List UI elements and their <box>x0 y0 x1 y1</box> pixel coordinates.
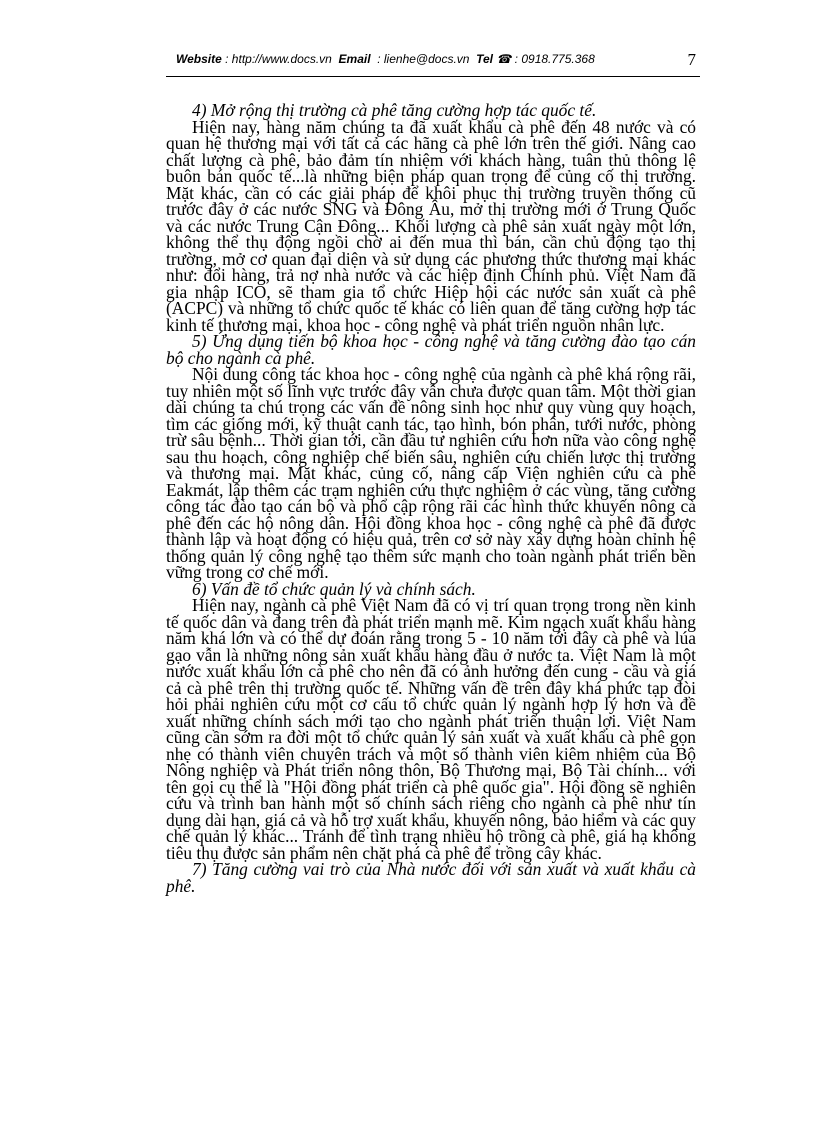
document-body <box>166 102 696 894</box>
page-header <box>166 50 700 77</box>
paragraph-4: Hiện nay, hàng năm chúng ta đã xuất khẩu cà phê đến 48 nước và có quan hệ thương mại với tất cả các hãng cà phê lớn trên thế giới. Nâng cao chất lượng cà phê, bảo đảm tín nhiệm với khách hàng, tuân thủ thông lệ buôn bán quốc tế...là những biện pháp quan trọng để củng cố thị trường. Mặt khác, cần có các giải pháp để khôi phục thị trường truyền thống cũ trước đây ở các nước SNG và Đông Âu, mở thị trường mới ở Trung Quốc và các nước Trung Cận Đông... Khối lượng cà phê sản xuất ngày một lớn, không thể thụ động ngồi chờ ai đến mua thì bán, cần chủ động tạo thị trường, mở cơ quan đại diện và sử dụng các phương thức thương mại khác như: đổi hàng, trả nợ nhà nước và các hiệp định Chính phủ. Việt Nam đã gia nhập ICO, sẽ tham gia tổ chức Hiệp hội các nước sản xuất cà phê (ACPC) và những tổ chức quốc tế khác có liên quan để tăng cường hợp tác kinh tế thương mại, khoa học - công nghệ và phát triển nguồn nhân lực. <box>166 116 696 335</box>
phone-icon: ☎ <box>496 52 512 66</box>
header-contact-line <box>176 52 595 66</box>
email-value[interactable]: : lienhe@docs.vn <box>377 52 470 66</box>
section-heading-6: 6) Vấn đề tổ chức quản lý và chính sách. <box>192 578 476 599</box>
section-heading-5: 5) Ứng dụng tiến bộ khoa học - công nghệ và tăng cường đào tạo cán bộ cho ngành cà phê. <box>166 331 696 368</box>
paragraph-6: Hiện nay, ngành cà phê Việt Nam đã có vị trí quan trọng trong nền kinh tế quốc dân và đang trên đà phát triển mạnh mẽ. Kim ngạch xuất khẩu hàng năm khá lớn và có thể dự đoán rằng trong 5 - 10 năm tới đây cà phê và lúa gạo vẫn là những nông sản xuất khẩu hàng đầu ở nước ta. Việt Nam là một nước xuất khẩu lớn cà phê cho nên đã có ảnh hưởng đến cung - cầu và giá cả cà phê trên thị trường quốc tế. Những vấn đề trên đây khá phức tạp đòi hỏi phải nghiên cứu một cơ cấu tổ chức quản lý ngành hợp lý hơn và đề xuất những chính sách mới tạo cho ngành phát triển thuận lợi. Việt Nam cũng cần sớm ra đời một tổ chức quản lý sản xuất và xuất khẩu cà phê gọn nhẹ có thành viên chuyên trách và một số thành viên kiêm nhiệm của Bộ Nông nghiệp và Phát triển nông thôn, Bộ Thương mại, Bộ Tài chính... với tên gọi cụ thể là "Hội đồng phát triển cà phê quốc gia". Hội đồng sẽ nghiên cứu và trình ban hành một số chính sách riêng cho ngành cà phê như tín dụng dài hạn, giá cả và hỗ trợ xuất khẩu, khuyến nông, bảo hiểm và các quy chế quản lý khác... Tránh để tình trạng nhiều hộ trồng cà phê, giá hạ không tiêu thụ được sản phẩm nên chặt phá cà phê để trồng cây khác. <box>166 595 696 863</box>
section-heading-7: 7) Tăng cường vai trò của Nhà nước đối với sản xuất và xuất khẩu cà phê. <box>166 859 696 896</box>
tel-label: Tel <box>476 52 494 66</box>
tel-value: : 0918.775.368 <box>514 52 595 66</box>
email-label: Email <box>338 52 371 66</box>
website-value[interactable]: : http://www.docs.vn <box>225 52 332 66</box>
paragraph-5: Nội dung công tác khoa học - công nghệ của ngành cà phê khá rộng rãi, tuy nhiên một số lĩnh vực trước đây vẫn chưa được quan tâm. Một thời gian dài chúng ta chú trọng các vấn đề nông sinh học như quy vùng quy hoạch, tìm các giống mới, kỹ thuật canh tác, tạo hình, bón phân, tưới nước, phòng trừ sâu bệnh... Thời gian tới, cần đầu tư nghiên cứu hơn nữa vào công nghệ sau thu hoạch, công nghiệp chế biến sâu, nghiên cứu chiến lược thị trường và thương mại. Mặt khác, củng cố, nâng cấp Viện nghiên cứu cà phê Eakmát, lập thêm các trạm nghiên cứu thực nghiệm ở các vùng, tăng cường công tác đào tạo cán bộ và phổ cập rộng rãi các hình thức khuyến nông cà phê đến các hộ nông dân. Hội đồng khoa học - công nghệ cà phê đã được thành lập và hoạt động có hiệu quả, trên cơ sở này xây dựng hoàn chỉnh hệ thống quản lý công nghệ tạo thêm sức mạnh cho toàn ngành phát triển bền vững trong cơ chế mới. <box>166 364 696 582</box>
website-label: Website <box>176 52 222 66</box>
section-heading-4: 4) Mở rộng thị trường cà phê tăng cường hợp tác quốc tế. <box>192 100 597 120</box>
page-number: 7 <box>687 50 696 69</box>
